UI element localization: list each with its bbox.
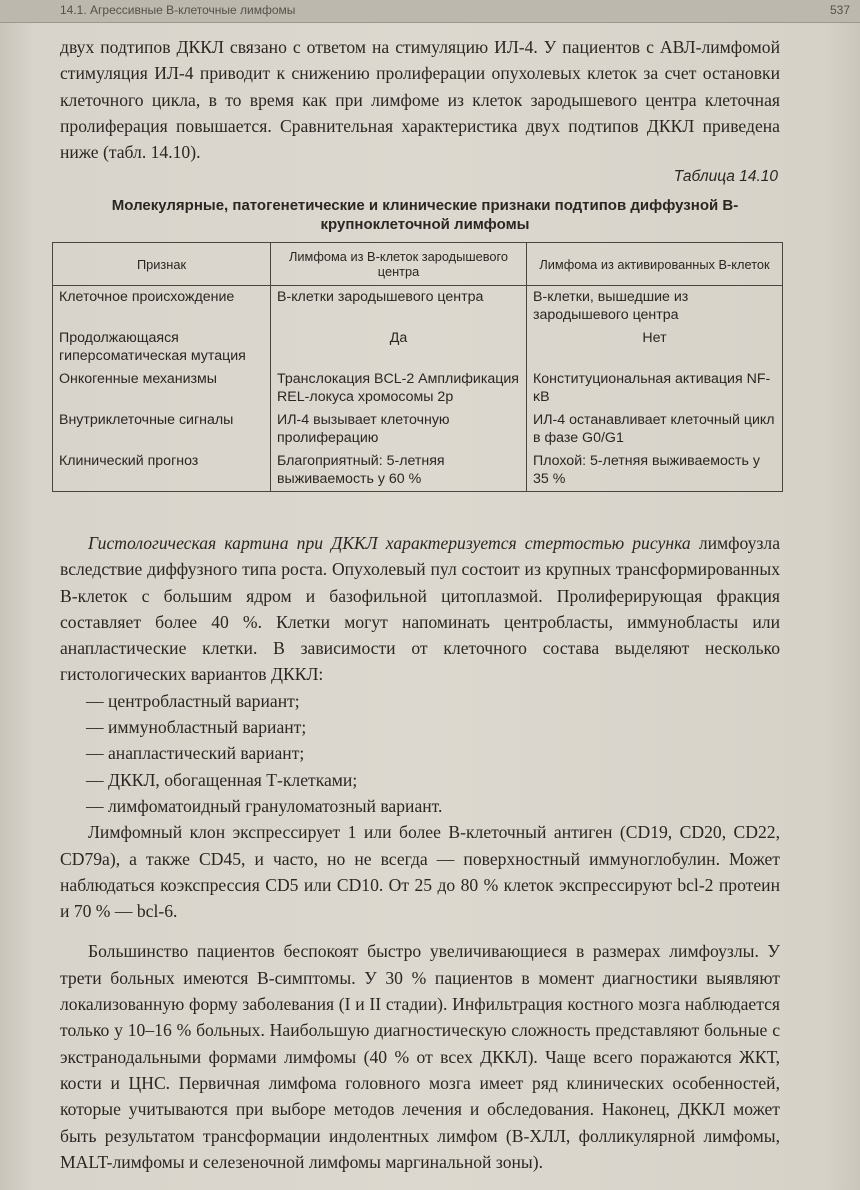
header-abc: Лимфома из активированных В-клеток [527, 243, 783, 286]
list-item [86, 740, 780, 766]
row-gcb: Транслокация BCL-2 Амплификация REL-локуса хромосомы 2p [271, 368, 527, 409]
intro-text: двух подтипов ДККЛ связано с ответом на стимуляцию ИЛ-4. У пациентов с АВЛ-лимфомой стимуляция ИЛ-4 приводит к снижению пролиферации опухолевых клеток за счет остановки клеточного цикла, в то время как при лимфоме из клеток зародышевого центра клеточная пролиферация повышается. Сравнительная характеристика двух подтипов ДККЛ приведена ниже (табл. 14.10). [60, 37, 780, 163]
row-feature: Клинический прогноз [53, 450, 271, 492]
row-feature: Внутриклеточные сигналы [53, 409, 271, 450]
variant-label: иммунобластный вариант; [108, 717, 307, 738]
running-title: 14.1. Агрессивные В-клеточные лимфомы [60, 3, 296, 17]
list-item [86, 714, 780, 740]
comparison-table [52, 242, 783, 492]
row-abc: Нет [527, 327, 783, 368]
running-header [0, 0, 860, 23]
row-abc: В-клетки, вышедшие из зародышевого центра [527, 286, 783, 328]
table-row [53, 450, 783, 492]
row-abc: ИЛ-4 останавливает клеточный цикл в фазе G0/G1 [527, 409, 783, 450]
variant-label: лимфоматоидный грануломатозный вариант. [108, 795, 443, 816]
table-number: Таблица 14.10 [673, 168, 778, 185]
row-gcb: ИЛ-4 вызывает клеточную пролиферацию [271, 409, 527, 450]
table-row [53, 368, 783, 409]
table-row [53, 286, 783, 328]
variant-label: ДККЛ, обогащенная Т-клетками; [108, 769, 358, 790]
row-gcb: В-клетки зародышевого центра [271, 286, 527, 328]
clinical-paragraph: Большинство пациентов беспокоят быстро увеличивающиеся в размерах лимфоузлы. У трети больных имеются В-симптомы. У 30 % пациентов в момент диагностики выявляют локализованную форму заболевания (I и II стадии). Инфильтрация костного мозга наблюдается только у 10–16 % больных. Наибольшую диагностическую сложность представляют больные с экстранодальными формами лимфомы (40 % от всех ДККЛ). Чаще всего поражаются ЖКТ, кости и ЦНС. Первичная лимфома головного мозга имеет ряд клинических особенностей, которые учитываются при выборе методов лечения и обследования. Наконец, ДККЛ может быть результатом трансформации индолентных лимфом (В-ХЛЛ, фолликулярной лимфомы, MALT-лимфомы и селезеночной лимфомы маргинальной зоны). [60, 941, 780, 1172]
table-header-row [53, 243, 783, 286]
intro-paragraph [60, 34, 780, 165]
table-row [53, 327, 783, 368]
header-gcb: Лимфома из В-клеток зародышевого центра [271, 243, 527, 286]
page-number: 537 [829, 3, 850, 17]
immunophenotype-paragraph: Лимфомный клон экспрессирует 1 или более В-клеточный антиген (CD19, CD20, CD22, CD79a), а также CD45, и часто, но не всегда — поверхностный иммуноглобулин. Может наблюдаться коэкспрессия CD5 или CD10. От 25 до 80 % клеток экспрессируют bcl-2 протеин и 70 % — bcl-6. [60, 822, 780, 922]
row-feature: Онкогенные механизмы [53, 368, 271, 409]
row-feature: Клеточное происхождение [53, 286, 271, 328]
body-text [60, 530, 780, 1175]
list-item [86, 767, 780, 793]
variant-list [60, 688, 780, 819]
row-feature: Продолжающаяся гиперсоматическая мутация [53, 327, 271, 368]
list-item [86, 688, 780, 714]
histology-text: лимфоузла вследствие диффузного типа роста. Опухолевый пул состоит из крупных трансформированных В-клеток с большим ядром и базофильной цитоплазмой. Пролиферирующая фракция составляет более 40 %. Клетки могут напоминать центробласты, иммунобласты или анапластические клетки. В зависимости от клеточного состава выделяют несколько гистологических вариантов ДККЛ: [60, 533, 781, 685]
row-gcb: Да [271, 327, 527, 368]
table-row [53, 409, 783, 450]
histology-lead: Гистологическая картина при ДККЛ характеризуется стертостью рисунка [88, 533, 691, 553]
list-item [86, 793, 780, 819]
table-title: Молекулярные, патогенетические и клинические признаки подтипов диффузной В-крупноклеточной лимфомы [111, 197, 739, 233]
row-gcb: Благоприятный: 5-летняя выживаемость у 60 % [271, 450, 527, 492]
row-abc: Плохой: 5-летняя выживаемость у 35 % [527, 450, 783, 492]
variant-label: анапластический вариант; [108, 743, 305, 764]
variant-label: центробластный вариант; [108, 690, 300, 711]
histology-paragraph [60, 530, 780, 688]
row-abc: Конституциональная активация NF-κB [527, 368, 783, 409]
header-feature: Признак [53, 243, 271, 286]
